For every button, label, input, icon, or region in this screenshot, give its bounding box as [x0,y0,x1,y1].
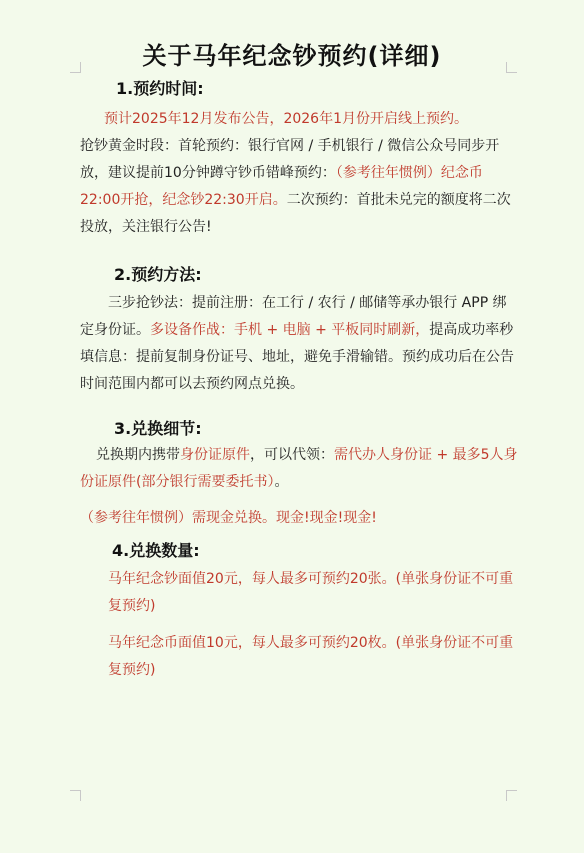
section-1-paragraph-1 [104,106,524,133]
section-4-heading: 4.兑换数量: [112,541,200,560]
section-2-p1-run-1: 三步抢钞法：提前注册：在工行 / 农行 / 邮储等承办银行 APP 绑定身份证。 [80,295,507,338]
section-3-p2-run-1: （参考往年惯例）需现金兑换。现金!现金!现金! [80,510,377,526]
page-title: 关于马年纪念钞预约(详细) [142,42,442,70]
section-1-p2-run-2: （参考往年惯例）纪念币22:00开抢，纪念钞22:30开启。 [80,165,483,208]
section-2-heading: 2.预约方法: [114,265,202,284]
crop-mark-bottom-right [506,790,517,801]
section-1-heading: 1.预约时间: [116,79,204,98]
section-1-paragraph-2 [80,133,520,241]
section-2-p1-run-2: 多设备作战：手机 + 电脑 + 平板同时刷新， [150,322,430,338]
section-1-p2-run-1: 抢钞黄金时段：首轮预约：银行官网 / 手机银行 / 微信公众号同步开放，建议提前10分钟蹲守钞币错峰预约： [80,138,500,181]
section-4-p1-run-1: 马年纪念钞面值20元，每人最多可预约20张。(单张身份证不可重复预约) [108,571,514,614]
section-3-p1-run-3: ，可以代领： [250,447,334,463]
crop-mark-bottom-left [70,790,81,801]
section-1-p2-run-3: 二次预约：首批未兑完的额度将二次投放，关注银行公告! [80,192,511,235]
section-4-paragraph-1 [108,566,518,620]
section-3-p1-run-5: 。 [274,474,289,490]
section-4-paragraph-2 [108,630,518,684]
section-2-paragraph-1 [80,290,520,398]
section-1-p1-run-1: 预计2025年12月发布公告，2026年1月份开启线上预约。 [104,111,468,127]
section-2-p1-run-3: 提高成功率秒填信息：提前复制身份证号、地址，避免手滑输错。预约成功后在公告时间范围内都可以去预约网点兑换。 [80,322,514,392]
section-3-heading: 3.兑换细节: [114,419,202,438]
section-3-paragraph-2 [80,505,520,532]
section-3-paragraph-1 [80,442,520,496]
section-3-p1-run-2: 身份证原件 [180,447,250,463]
section-3-p1-run-1: 兑换期内携带 [96,447,180,463]
section-3-p1-run-4: 需代办人身份证 + 最多5人身份证原件(部分银行需要委托书） [80,447,518,490]
section-4-p2-run-1: 马年纪念币面值10元，每人最多可预约20枚。(单张身份证不可重复预约) [108,635,514,678]
